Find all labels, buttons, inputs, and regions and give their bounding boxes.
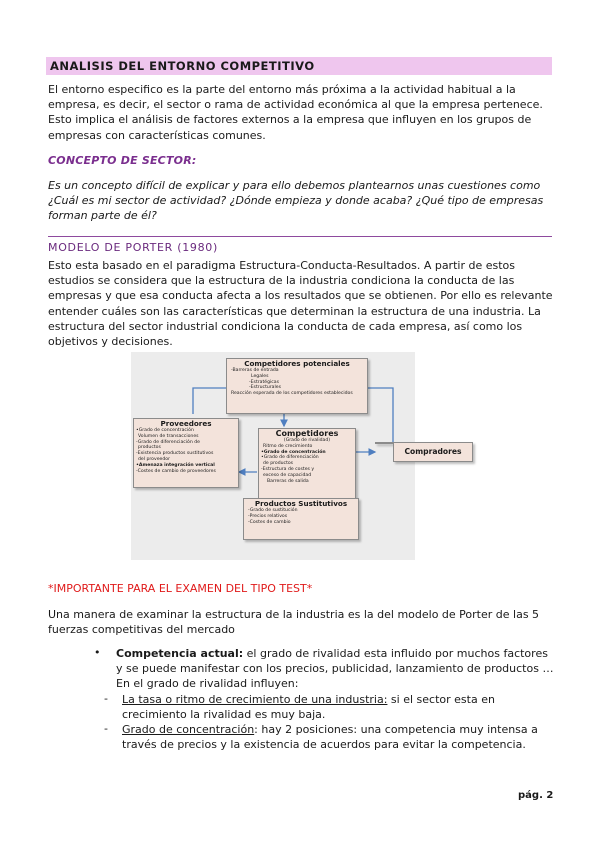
- suppliers-box: [133, 418, 239, 488]
- porter-diagram: [131, 352, 415, 560]
- section-heading: ANALISIS DEL ENTORNO COMPETITIVO: [50, 59, 315, 73]
- suppliers-line: -Grado de diferenciación de: [136, 439, 200, 445]
- bullet-text: el grado de rivalidad esta influido por muchos factores y se puede manifestar con los precios, publicidad, lanzamiento de productos … En el grado de rivalidad influyen:: [116, 647, 554, 691]
- porter-intro-paragraph: Una manera de examinar la estructura de la industria es la del modelo de Porter de las 5 fuerzas competitivas del mercado: [48, 608, 540, 637]
- bullet-icon: •: [94, 646, 101, 659]
- potential-line: Legales: [251, 373, 269, 379]
- competitors-line: •Grado de concentración: [261, 449, 326, 455]
- arrow-potential-to-suppliers: [193, 388, 227, 414]
- concept-heading: CONCEPTO DE SECTOR:: [48, 154, 197, 167]
- porter-heading: MODELO DE PORTER (1980): [48, 241, 218, 254]
- subitem-label: Grado de concentración: [122, 723, 255, 736]
- subitem-text: si el sector esta en crecimiento la rivalidad es muy baja.: [122, 693, 495, 722]
- dash-icon: -: [104, 722, 108, 735]
- suppliers-line: del proveedor: [138, 456, 170, 462]
- important-note: *IMPORTANTE PARA EL EXAMEN DEL TIPO TEST*: [48, 582, 313, 595]
- suppliers-line: productos: [138, 445, 161, 451]
- page-number: pág. 2: [518, 790, 554, 801]
- competitors-line: •Grado de diferenciación: [261, 455, 319, 461]
- concept-paragraph: Es un concepto difícil de explicar y para ello debemos plantearnos unas cuestiones como ¿Cuál es mi sector de actividad? ¿Dónde empieza y donde acaba? ¿Qué tipo de empresas forman parte de él?: [48, 179, 544, 223]
- arrow-potential-to-buyers: [367, 388, 393, 442]
- suppliers-line: -Costes de cambio de proveedores: [136, 468, 216, 474]
- substitutes-box: [243, 498, 359, 540]
- buyers-box: [393, 442, 473, 462]
- potential-competitors-box: [226, 358, 368, 414]
- substitutes-line: -Precios relativos: [248, 513, 288, 519]
- dash-icon: -: [104, 692, 108, 705]
- bullet-item: [116, 646, 556, 692]
- competitors-line: de productos: [263, 461, 294, 467]
- suppliers-line: Volumen de transacciones: [138, 433, 199, 439]
- potential-competitors-title: Competidores potenciales: [244, 359, 350, 368]
- bullet-label: Competencia actual:: [116, 647, 244, 660]
- suppliers-line: •Grado de concentración: [136, 428, 194, 433]
- competitors-line: Ritmo de crecimiento: [263, 443, 313, 449]
- substitutes-line: -Costes de cambio: [248, 519, 291, 525]
- competitors-line: exceso de capacidad: [263, 472, 312, 478]
- competitors-title: Competidores: [275, 429, 339, 438]
- porter-paragraph: Esto esta basado en el paradigma Estructura-Conducta-Resultados. A partir de estos estudios se considera que la estructura de la industria condiciona la conducta de las empresas y que esa conducta afecta a los resultados que se obtienen. Por ello es relevante entender cuáles son las características que determinan la estructura de una industria. La estructura del sector industrial condiciona la conducta de cada empresa, así como los objetivos y decisiones.: [48, 259, 553, 349]
- competitors-line: Barreras de salida: [267, 478, 309, 484]
- potential-line: -Estratégicas: [249, 379, 280, 385]
- subitem: [122, 692, 552, 722]
- subitem: [122, 722, 552, 752]
- potential-line: -Barreras de entrada: [231, 368, 279, 373]
- subitem-text: : hay 2 posiciones: una competencia muy intensa a través de precios y la existencia de acuerdos para evitar la competencia.: [122, 723, 538, 752]
- subitem-label: La tasa o ritmo de crecimiento de una industria:: [122, 693, 388, 706]
- suppliers-title: Proveedores: [160, 419, 212, 428]
- potential-line: Reacción esperada de los competidores establecidos: [231, 391, 353, 397]
- competitors-box: [258, 428, 356, 500]
- potential-line: -Estructurales: [249, 385, 281, 391]
- intro-paragraph: El entorno especifico es la parte del entorno más próxima a la actividad habitual a la empresa, es decir, el sector o rama de actividad económica al que la empresa pertenece. Esto implica el análisis de factores externos a la empresa que influyen en los grupos de empresas con características comunes.: [48, 83, 543, 142]
- suppliers-line: •Amenaza integración vertical: [136, 462, 215, 468]
- competitors-subtitle: (Grado de rivalidad): [283, 438, 331, 443]
- substitutes-line: -Grado de sustitución: [248, 508, 298, 513]
- competitors-line: -Estructura de costes y: [261, 466, 315, 472]
- section-divider: [48, 236, 552, 237]
- buyers-title: Compradores: [404, 447, 462, 456]
- substitutes-title: Productos Sustitutivos: [254, 499, 348, 508]
- suppliers-line: -Existencia productos sustitutivos: [136, 451, 214, 457]
